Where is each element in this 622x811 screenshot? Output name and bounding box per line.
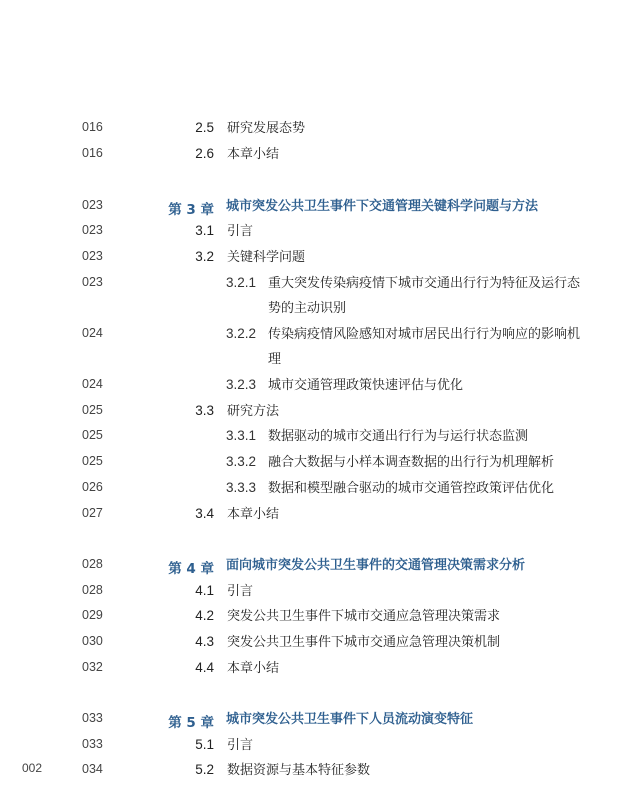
section-number: 5.1 <box>195 737 214 752</box>
page-number: 033 <box>82 711 103 725</box>
section-title: 本章小结 <box>227 507 280 522</box>
section-number: 2.6 <box>195 146 214 161</box>
page-number: 032 <box>82 660 103 674</box>
section-title: 研究发展态势 <box>227 121 306 136</box>
subsection-number: 3.2.1 <box>225 275 256 290</box>
section-number: 3.2 <box>195 249 214 264</box>
subsection-title: 传染病疫情风险感知对城市居民出行行为响应的影响机理 <box>268 327 581 367</box>
subsection-number: 3.2.3 <box>225 377 256 392</box>
page-number: 025 <box>82 454 103 468</box>
section-title: 本章小结 <box>227 147 280 162</box>
subsection-number: 3.3.1 <box>225 428 256 443</box>
subsection-number: 3.3.2 <box>225 454 256 469</box>
subsection-title: 城市交通管理政策快速评估与优化 <box>268 378 464 393</box>
section-number: 3.1 <box>195 223 214 238</box>
folio-page-number: 002 <box>22 761 43 775</box>
chapter-title: 面向城市突发公共卫生事件的交通管理决策需求分析 <box>226 558 526 573</box>
page-number: 024 <box>82 377 103 391</box>
section-title: 引言 <box>227 738 254 753</box>
section-title: 研究方法 <box>227 404 280 419</box>
section-title: 关键科学问题 <box>227 250 306 265</box>
page-number: 023 <box>82 223 103 237</box>
page-number: 016 <box>82 120 103 134</box>
section-title: 本章小结 <box>227 661 280 676</box>
page-number: 016 <box>82 146 103 160</box>
subsection-title: 重大突发传染病疫情下城市交通出行行为特征及运行态势的主动识别 <box>268 276 581 316</box>
section-title: 引言 <box>227 224 254 239</box>
page-number: 025 <box>82 428 103 442</box>
page-number: 026 <box>82 480 103 494</box>
chapter-title: 城市突发公共卫生事件下交通管理关键科学问题与方法 <box>226 199 539 214</box>
section-number: 4.1 <box>195 583 214 598</box>
page-number: 033 <box>82 737 103 751</box>
page-number: 029 <box>82 608 103 622</box>
section-title: 突发公共卫生事件下城市交通应急管理决策需求 <box>227 609 501 624</box>
section-number: 3.4 <box>195 506 214 521</box>
page-number: 028 <box>82 583 103 597</box>
section-number: 4.4 <box>195 660 214 675</box>
section-title: 数据资源与基本特征参数 <box>227 763 371 778</box>
section-number: 3.3 <box>195 403 214 418</box>
page-number: 023 <box>82 275 103 289</box>
subsection-number: 3.3.3 <box>225 480 256 495</box>
subsection-title: 数据驱动的城市交通出行行为与运行状态监测 <box>268 429 529 444</box>
subsection-title: 融合大数据与小样本调查数据的出行行为机理解析 <box>268 455 555 470</box>
section-number: 4.3 <box>195 634 214 649</box>
section-number: 5.2 <box>195 762 214 777</box>
subsection-number: 3.2.2 <box>225 326 256 341</box>
section-number: 2.5 <box>195 120 214 135</box>
page-number: 028 <box>82 557 103 571</box>
chapter-number: 第 5 章 <box>168 715 214 731</box>
section-number: 4.2 <box>195 608 214 623</box>
section-title: 引言 <box>227 584 254 599</box>
page-number: 024 <box>82 326 103 340</box>
subsection-title: 数据和模型融合驱动的城市交通管控政策评估优化 <box>268 481 555 496</box>
page-number: 025 <box>82 403 103 417</box>
section-title: 突发公共卫生事件下城市交通应急管理决策机制 <box>227 635 501 650</box>
page-number: 030 <box>82 634 103 648</box>
page-number: 027 <box>82 506 103 520</box>
page-number: 023 <box>82 198 103 212</box>
chapter-number: 第 4 章 <box>168 561 214 577</box>
page-number: 023 <box>82 249 103 263</box>
page-number: 034 <box>82 762 103 776</box>
chapter-title: 城市突发公共卫生事件下人员流动演变特征 <box>226 712 474 727</box>
chapter-number: 第 3 章 <box>168 202 214 218</box>
